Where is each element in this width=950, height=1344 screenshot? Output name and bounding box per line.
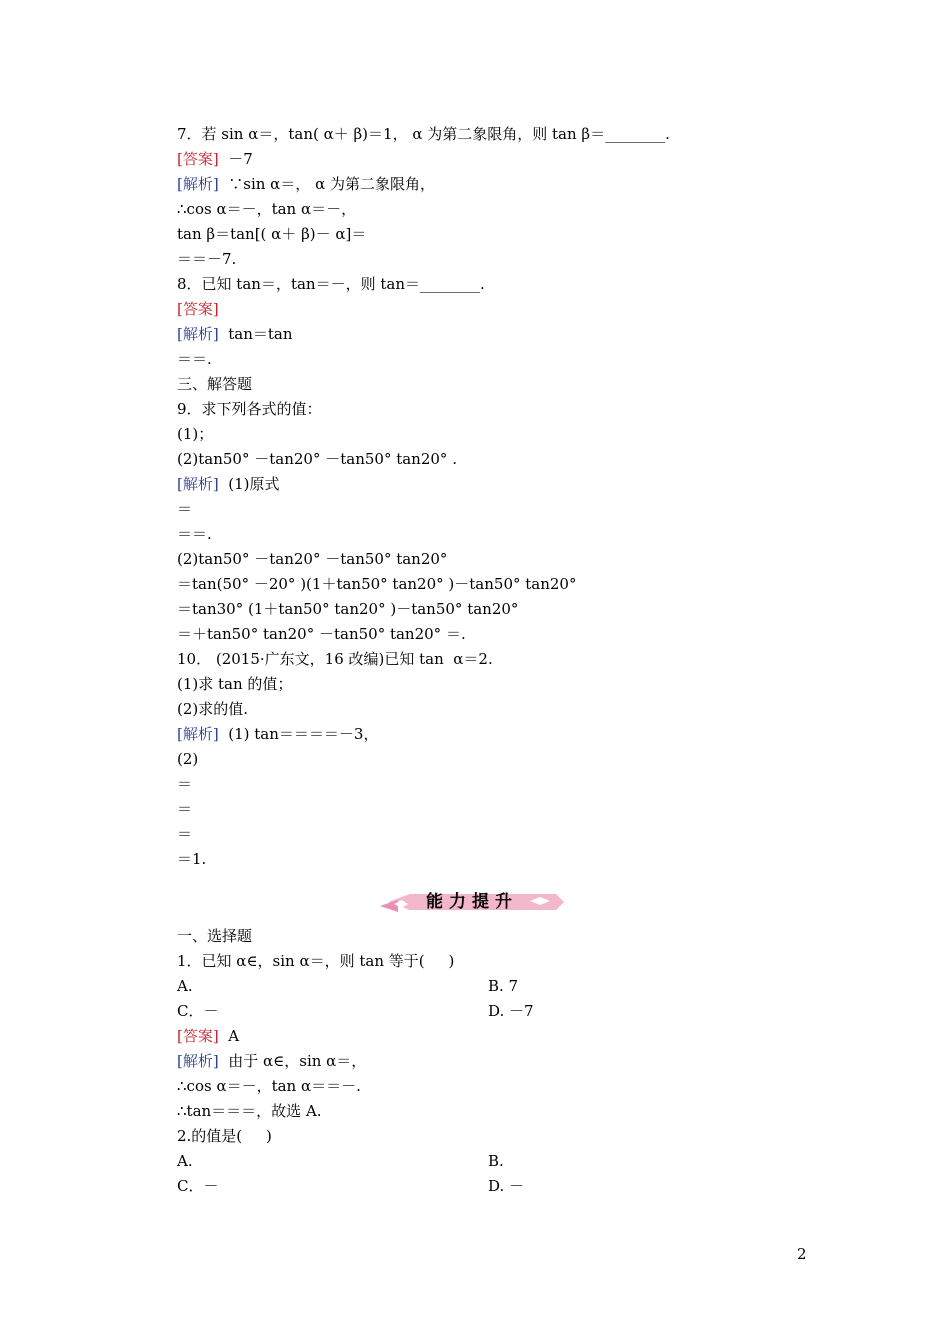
analysis-tag: [解析] [177,1052,219,1070]
line-text: ＝tan(50° －20° )(1＋tan50° tan20° )－tan50° tan20° [177,575,577,593]
line-text: tan＝tan [218,325,293,343]
analysis-tag: [解析] [177,325,219,343]
text-line [177,624,466,644]
line-text: ＝ [177,500,193,518]
line-text: (2)tan50° －tan20° －tan50° tan20° [177,550,448,568]
text-line [177,976,193,996]
text-line [177,349,212,369]
text-line [177,824,192,844]
choice-option: B. [488,1152,504,1170]
line-text: A. [177,977,193,995]
choice-option: B. 7 [488,977,519,995]
section-banner [380,884,564,914]
line-text: ∵sin α＝， α 为第二象限角， [218,175,435,193]
text-line [177,174,435,194]
text-line [177,1151,193,1171]
line-text: (2) [177,750,199,768]
text-line [177,1001,218,1021]
text-line [177,1076,361,1096]
line-text: C．－ [177,1002,219,1020]
line-text: 10． (2015·广东文，16 改编)已知 tan α＝2. [177,650,493,668]
text-line [177,374,252,394]
line-text: C．－ [177,1177,219,1195]
text-line [177,1126,272,1146]
line-text: (2)tan50° －tan20° －tan50° tan20° . [177,450,457,468]
text-line [177,951,454,971]
answer-tag: [答案] [177,1027,219,1045]
text-line [177,549,447,569]
line-text: ∴tan＝＝＝，故选 A. [177,1102,322,1120]
line-text: (1)； [177,425,214,443]
text-line [177,649,493,669]
line-text: 三、解答题 [177,375,253,393]
line-text: (1)求 tan 的值； [177,675,293,693]
line-text: 7．若 sin α＝，tan( α＋ β)＝1， α 为第二象限角，则 tan β＝________. [177,125,670,143]
line-text: ＝ [177,775,193,793]
line-text: 1．已知 α∈，sin α＝，则 tan 等于( ) [177,952,455,970]
text-line [177,749,198,769]
choice-option: D. － [488,1177,525,1195]
text-line [177,774,192,794]
line-text: ∴cos α＝－，tan α＝＝－. [177,1077,361,1095]
analysis-tag: [解析] [177,175,219,193]
line-text: (2)求的值. [177,700,249,718]
line-text: 一、选择题 [177,927,253,945]
line-text: ＝＝. [177,350,212,368]
text-line [177,124,670,144]
text-line [177,324,293,344]
text-line [177,299,219,319]
line-text: A. [177,1152,193,1170]
text-line [177,1026,239,1046]
line-text: ∴cos α＝－，tan α＝－， [177,200,357,218]
line-text: 2.的值是( ) [177,1127,272,1145]
text-line [177,149,253,169]
page-number: 2 [797,1245,807,1263]
text-line [177,799,192,819]
text-line [177,449,457,469]
line-text: 由于 α∈，sin α＝， [218,1052,367,1070]
text-line [177,224,366,244]
text-line [177,474,280,494]
line-text: 9．求下列各式的值： [177,400,322,418]
text-line [177,699,248,719]
line-text: (1) tan＝＝＝＝－3， [218,725,379,743]
line-text: ＝ [177,825,193,843]
analysis-tag: [解析] [177,475,219,493]
answer-tag: [答案] [177,150,219,168]
line-text: 8．已知 tan＝，tan＝－，则 tan＝________. [177,275,485,293]
text-line [177,1101,322,1121]
text-line [177,424,213,444]
text-line [177,524,212,544]
line-text: ＝＝－7. [177,250,237,268]
line-text: ＝ [177,800,193,818]
text-line [177,399,322,419]
text-line [177,249,236,269]
analysis-tag: [解析] [177,725,219,743]
line-text: ＝＝. [177,525,212,543]
text-line [177,724,378,744]
choice-option: D. －7 [488,1002,534,1020]
text-line [177,499,192,519]
text-line [177,849,206,869]
text-line [177,1176,218,1196]
text-line [177,199,356,219]
line-text: A [218,1027,240,1045]
line-text: ＝＋tan50° tan20° －tan50° tan20° ＝. [177,625,466,643]
text-line [177,1051,366,1071]
answer-tag: [答案] [177,300,219,318]
text-line [177,599,518,619]
line-text: －7 [218,150,253,168]
text-line [177,574,576,594]
text-line [177,926,252,946]
line-text: ＝1. [177,850,207,868]
banner-title: 能力提升 [426,892,518,912]
text-line [177,274,485,294]
line-text: (1)原式 [218,475,280,493]
line-text: tan β＝tan[( α＋ β)－ α]＝ [177,225,367,243]
line-text: ＝tan30° (1＋tan50° tan20° )－tan50° tan20° [177,600,519,618]
text-line [177,674,292,694]
